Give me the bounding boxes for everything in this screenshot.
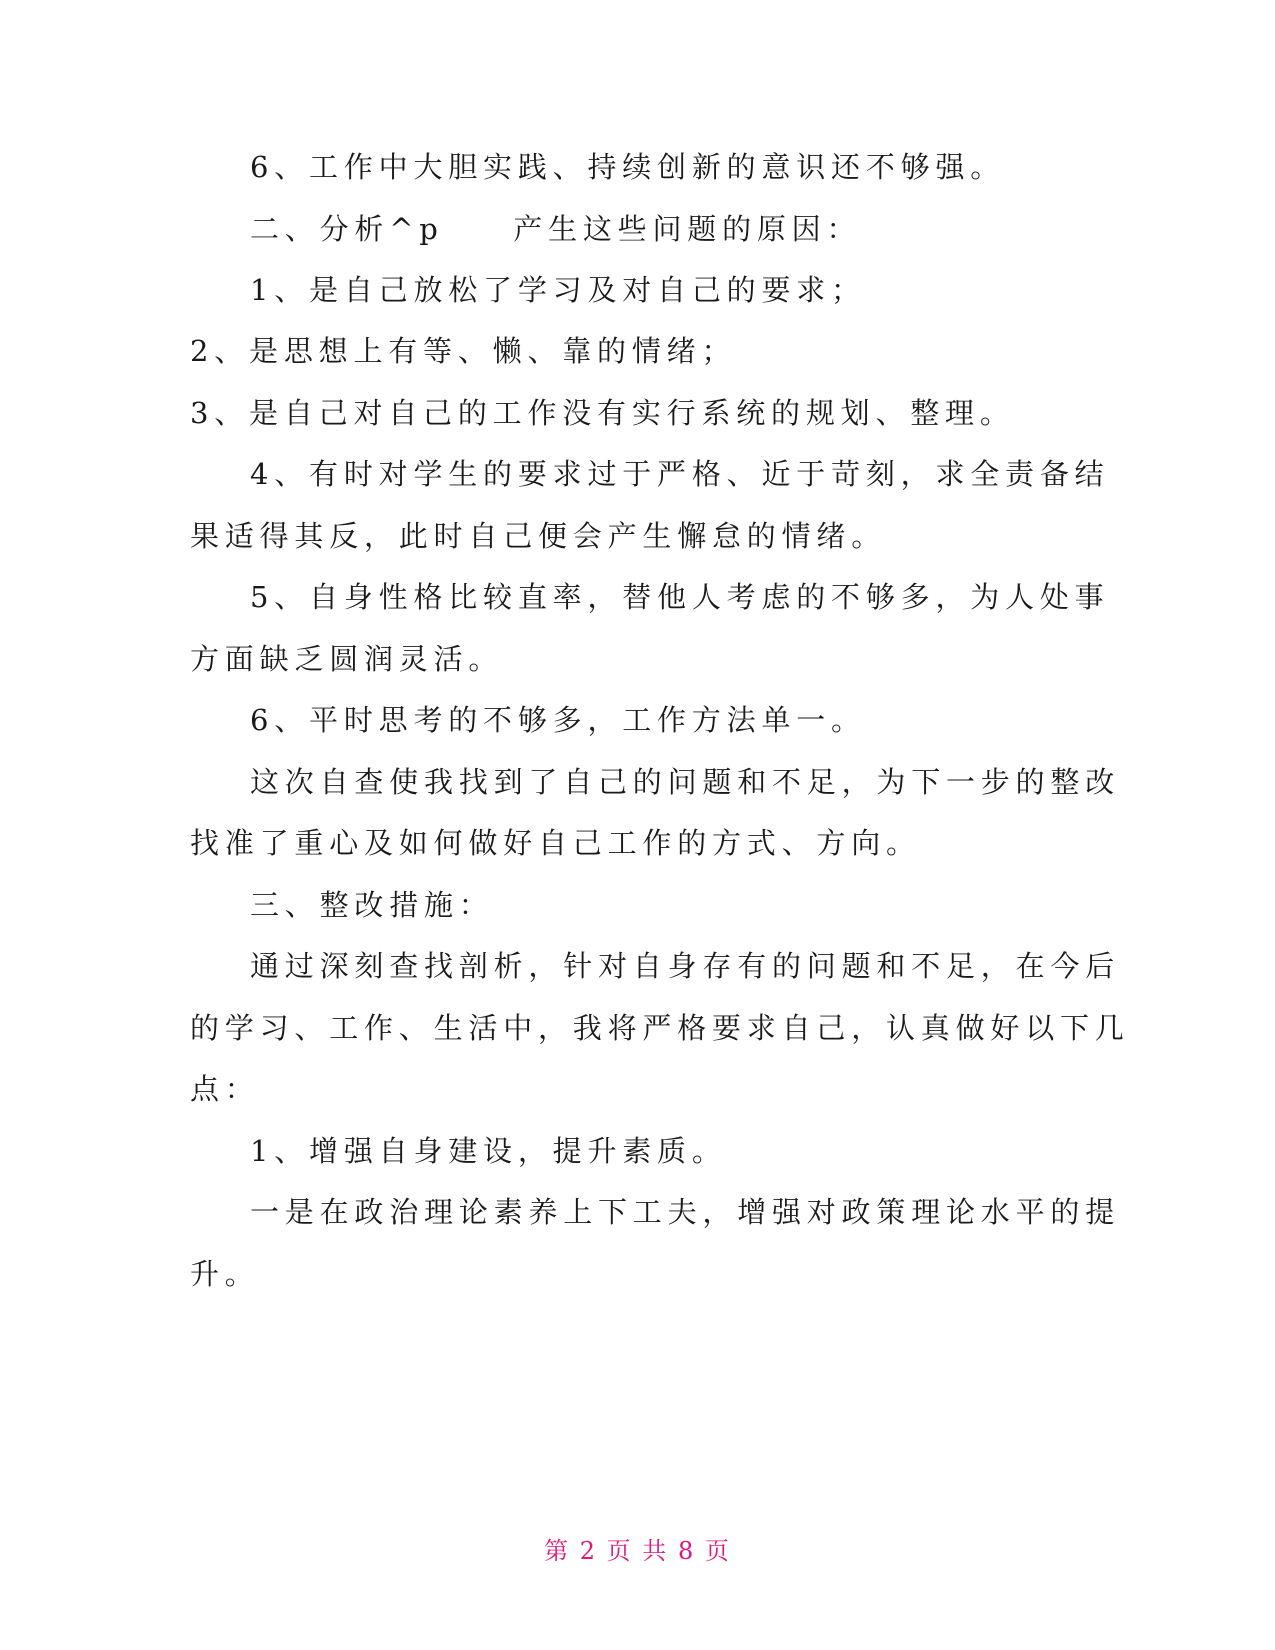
text-line: 一是在政治理论素养上下工夫，增强对政策理论水平的提 xyxy=(250,1195,1121,1229)
text-line: 6、平时思考的不够多，工作方法单一。 xyxy=(250,703,866,737)
text-line: 点： xyxy=(190,1072,260,1106)
text-line: 这次自查使我找到了自己的问题和不足，为下一步的整改 xyxy=(250,765,1121,799)
text-line: 找准了重心及如何做好自己工作的方式、方向。 xyxy=(190,826,921,860)
page-number-footer: 第 2 页 共 8 页 xyxy=(544,1537,731,1565)
text-line: 3、是自己对自己的工作没有实行系统的规划、整理。 xyxy=(190,396,1015,430)
text-line: 5、自身性格比较直率，替他人考虑的不够多，为人处事 xyxy=(250,580,1110,614)
section-heading: 三、整改措施： xyxy=(250,888,494,922)
text-line: 通过深刻查找剖析，针对自身存有的问题和不足，在今后 xyxy=(250,949,1121,983)
text-line: 1、是自己放松了学习及对自己的要求； xyxy=(250,273,866,307)
text-line: 果适得其反，此时自己便会产生懈怠的情绪。 xyxy=(190,519,887,553)
text-line: 2、是思想上有等、懒、靠的情绪； xyxy=(190,334,737,368)
section-heading: 二、分析^p 产生这些问题的原因： xyxy=(250,212,862,246)
text-line: 的学习、工作、生活中，我将严格要求自己，认真做好以下几 xyxy=(190,1011,1130,1045)
text-line: 4、有时对学生的要求过于严格、近于苛刻，求全责备结 xyxy=(250,457,1110,491)
text-line: 升。 xyxy=(190,1257,260,1291)
text-line: 6、工作中大胆实践、持续创新的意识还不够强。 xyxy=(250,150,1006,184)
text-line: 方面缺乏圆润灵活。 xyxy=(190,642,504,676)
text-line: 1、增强自身建设，提升素质。 xyxy=(250,1134,727,1168)
